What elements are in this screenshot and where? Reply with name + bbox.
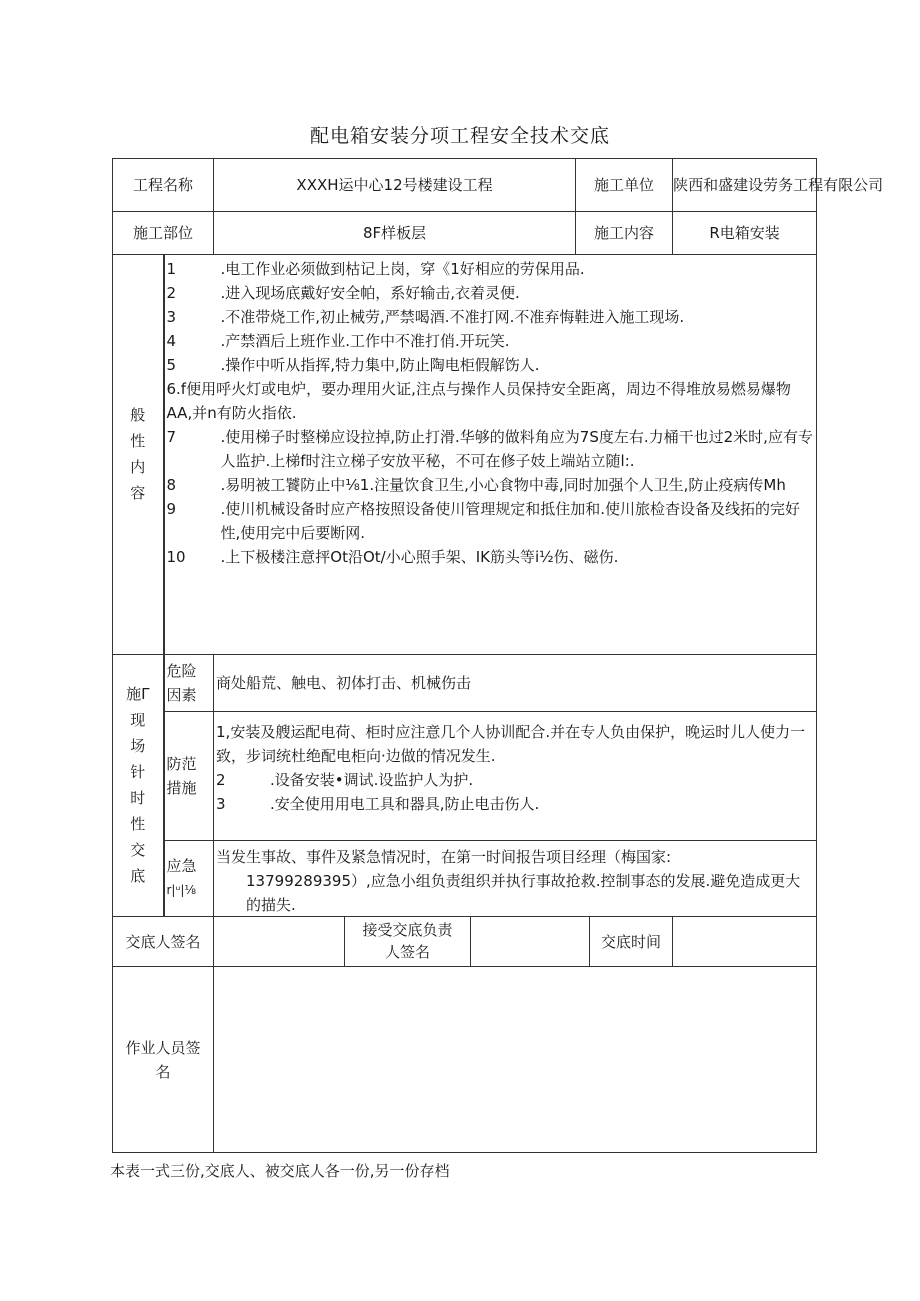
list-item: 10 .上下极楼注意抨Ot沿Ot/小心照手架、IK筋头等i½伤、磁伤.	[166, 547, 619, 566]
receiver-signature-field[interactable]	[471, 916, 590, 967]
disclosure-time-label: 交底时间	[590, 916, 673, 967]
hazard-text: 商处船荒、触电、初体打击、机械伤击	[214, 654, 817, 711]
discloser-signature-label: 交底人签名	[113, 916, 214, 967]
list-item: 7 .使用梯子时整梯应设拉掉,防止打滑.华够的做料角应为7S度左右.力桶干也过2米时,应有专人监护.上梯f时注立梯子安放平秘，不可在修子妓上端站立随l:.	[166, 427, 813, 470]
list-item: 3 .不准带烧工作,初止械劳,严禁喝酒.不准打网.不准弃悔鞋进入施工现场.	[166, 307, 685, 326]
list-item: 5 .操作中听从指挥,特力集中,防止陶电柜假解饬人.	[166, 355, 540, 374]
construction-content-value: R电箱安装	[673, 211, 817, 254]
workers-signature-label: 作业人员签 名	[113, 967, 214, 1153]
site-disclosure-side-label: 施Γ 现 场 针 时 性 交 底	[113, 654, 164, 916]
safety-disclosure-form	[112, 158, 884, 1153]
list-item: 1,安装及艘运配电荷、柜时应注意几个人协训配合.并在专人负由保护，晚运时儿人使力一致，步词统杜绝配电柜向·边做的情况发生.	[216, 722, 806, 765]
list-item: 1 .电工作业必须做到枯记上岗，穿《1好相应的劳保用品.	[166, 259, 585, 278]
construction-part-value: 8F样板层	[214, 211, 576, 254]
construction-unit-label: 施工单位	[576, 159, 673, 212]
construction-unit-value: 陕西和盛建设劳务工程有限公司	[673, 159, 817, 212]
receiver-signature-label: 接受交底负责 人签名	[345, 916, 471, 967]
general-content-list	[164, 254, 817, 654]
list-item: 6.f便用呼火灯或电炉，要办理用火证,注点与操作人员保持安全距离，周边不得堆放易燃易爆物AA,并n有防火指依.	[166, 379, 791, 422]
project-row	[113, 159, 817, 212]
list-item: 9 .使川机械设备时应产格按照设备使川管理规定和抵住加和.使川旅检杳设备及线拓的完好性,使用完中后要断网.	[166, 499, 801, 542]
workers-row	[113, 967, 817, 1153]
list-item: 4 .产禁酒后上班作业.工作中不准打俏.开玩笑.	[166, 331, 510, 350]
signature-row	[113, 916, 817, 967]
hazard-row	[113, 654, 817, 711]
list-item: 2 .设备安装•调试.设监护人为护.	[216, 770, 474, 789]
footer-note: 本表一式三份,交底人、被交底人各一份,另一份存档	[110, 1162, 450, 1180]
emergency-label: 应急 r|ᵘ|⅛	[164, 840, 214, 916]
workers-signature-field[interactable]	[214, 967, 817, 1153]
list-item: 2 .进入现场底戴好安全帕，系好输击,衣着灵便.	[166, 283, 520, 302]
general-content-row	[113, 254, 817, 654]
measures-label: 防范 措施	[164, 711, 214, 840]
emergency-row	[113, 840, 817, 916]
hazard-label: 危险 因素	[164, 654, 214, 711]
discloser-signature-field[interactable]	[214, 916, 345, 967]
construction-content-label: 施工内容	[576, 211, 673, 254]
disclosure-time-field[interactable]	[673, 916, 817, 967]
project-name-label: 工程名称	[113, 159, 214, 212]
construction-part-label: 施工部位	[113, 211, 214, 254]
list-item: 3 .安全使用用电工具和器具,防止电击伤人.	[216, 794, 540, 813]
general-content-side-label: 般 性 内 容	[113, 254, 164, 654]
measures-list	[214, 711, 817, 840]
emergency-text: 当发生事故、事件及紧急情况时，在第一时间报告项目经理（梅国家: 13799289395）,应急小组负责组织并执行事故抢救.控制事态的发展.避免造成更大的描失.	[214, 840, 817, 916]
document-title: 配电箱安装分项工程安全技术交底	[309, 125, 610, 147]
measures-row	[113, 711, 817, 840]
list-item: 8 .易明被工饕防止中⅛1.注量饮食卫生,小心食物中毒,同时加强个人卫生,防止疫病传Mh	[166, 475, 786, 494]
project-name-value: XXXH运中心12号楼建设工程	[214, 159, 576, 212]
part-row	[113, 211, 817, 254]
